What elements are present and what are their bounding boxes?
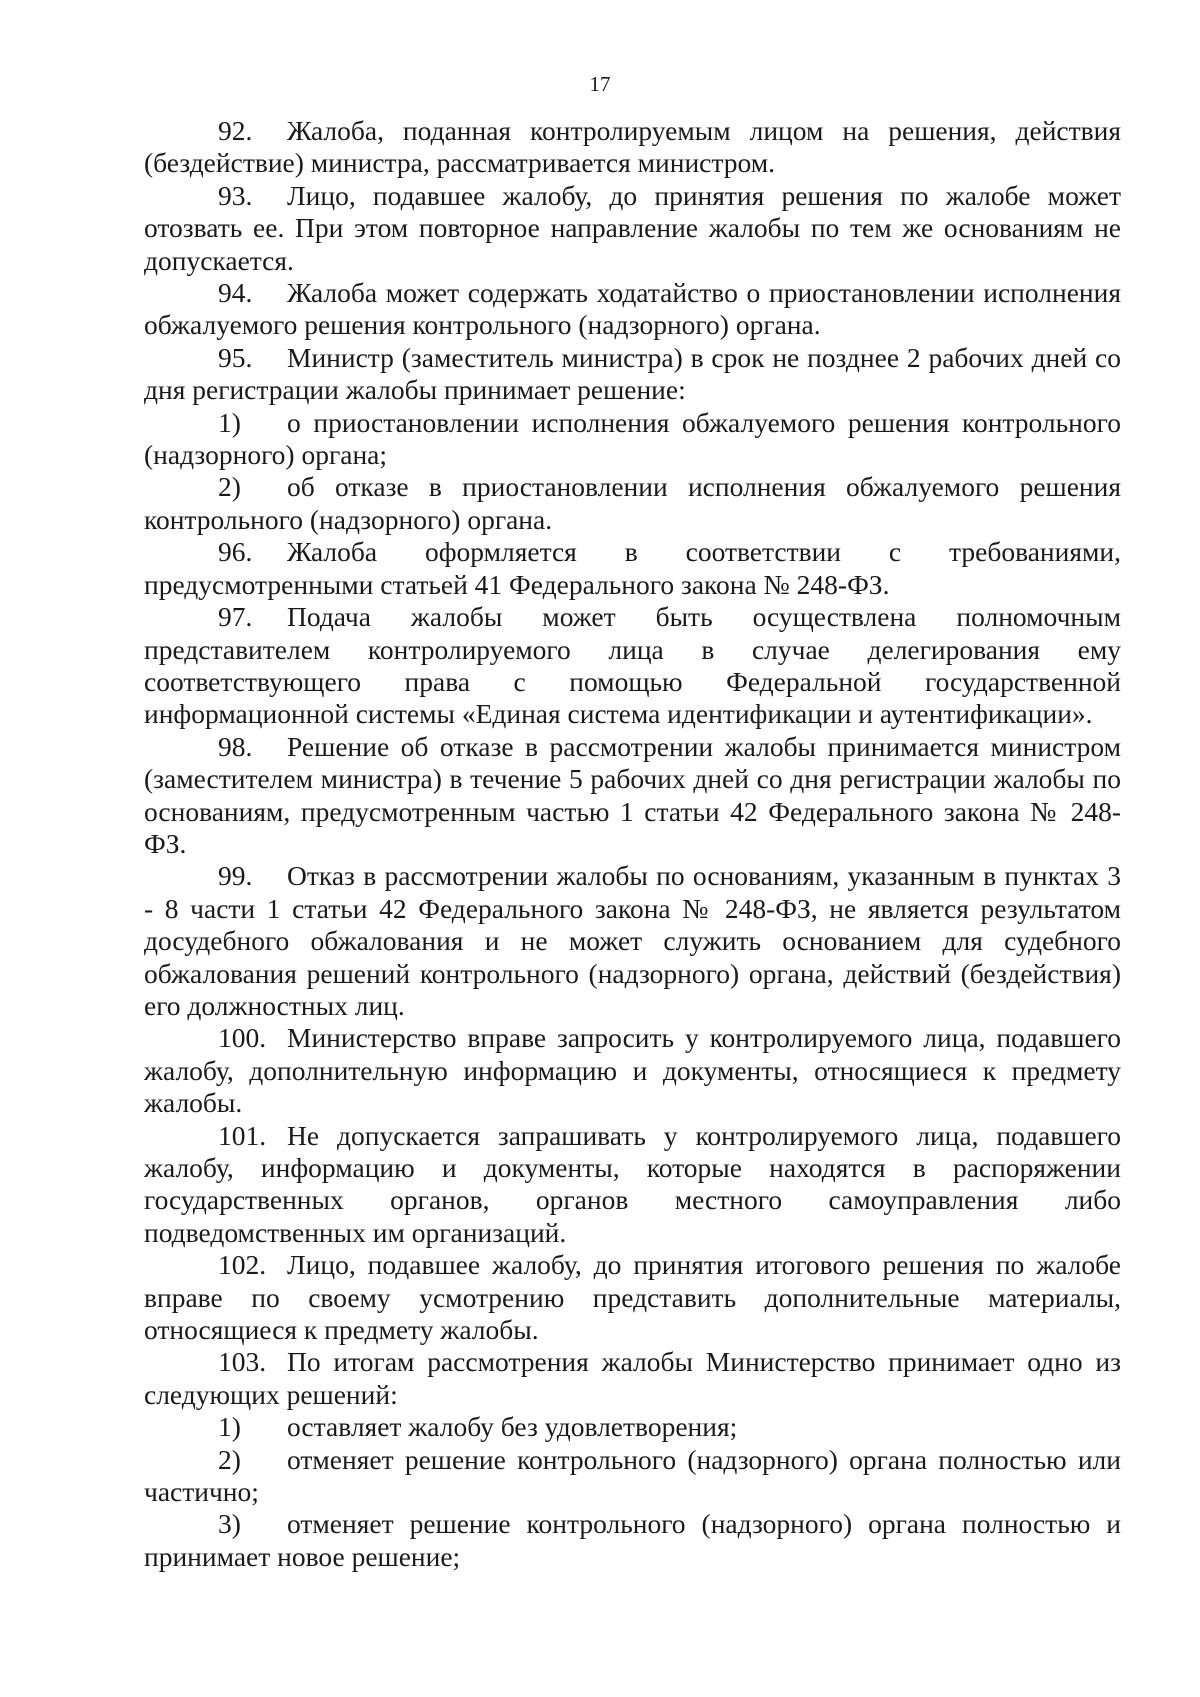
list-item-text: об отказе в приостановлении исполнения обжалуемого решения контрольного (надзорного) органа. xyxy=(144,471,1121,535)
paragraph-number: 97. xyxy=(218,601,253,633)
paragraph-93 xyxy=(144,180,1121,277)
paragraph-94 xyxy=(144,277,1121,342)
list-item-number: 2) xyxy=(218,1443,241,1475)
paragraph-number: 101. xyxy=(218,1119,267,1151)
paragraph-99 xyxy=(144,860,1121,1022)
document-body xyxy=(144,115,1121,1573)
paragraph-number: 100. xyxy=(218,1022,267,1054)
paragraph-number: 98. xyxy=(218,730,253,762)
paragraph-number: 99. xyxy=(218,860,253,892)
paragraph-102 xyxy=(144,1249,1121,1346)
paragraph-95 xyxy=(144,342,1121,407)
list-item-number: 2) xyxy=(218,471,241,503)
paragraph-101 xyxy=(144,1120,1121,1250)
list-item-95-1 xyxy=(144,407,1121,472)
paragraph-96 xyxy=(144,536,1121,601)
list-item-number: 1) xyxy=(218,1411,241,1443)
paragraph-text: Жалоба, поданная контролируемым лицом на решения, действия (бездействие) министра, рассматривается министром. xyxy=(144,115,1121,179)
paragraph-97 xyxy=(144,601,1121,731)
paragraph-98 xyxy=(144,731,1121,861)
list-item-text: отменяет решение контрольного (надзорного) органа полностью или частично; xyxy=(144,1443,1121,1508)
paragraph-number: 93. xyxy=(218,179,253,211)
paragraph-text: Отказ в рассмотрении жалобы по основаниям, указанным в пунктах 3 - 8 части 1 статьи 42 Федерального закона № 248-ФЗ, не является результатом досудебного обжалования и не может служить основанием для судебного обжалования решений контрольного (надзорного) органа, действий (бездействия) его должностных лиц. xyxy=(144,860,1121,1021)
paragraph-number: 95. xyxy=(218,341,253,373)
paragraph-text: Лицо, подавшее жалобу, до принятия итогового решения по жалобе вправе по своему усмотрению представить дополнительные материалы, относящиеся к предмету жалобы. xyxy=(144,1249,1121,1346)
paragraph-text: Жалоба оформляется в соответствии с требованиями, предусмотренными статьей 41 Федерального закона № 248-ФЗ. xyxy=(144,536,1121,600)
list-item-103-3 xyxy=(144,1508,1121,1573)
list-item-95-2 xyxy=(144,471,1121,536)
list-item-text: о приостановлении исполнения обжалуемого решения контрольного (надзорного) органа; xyxy=(144,406,1121,471)
paragraph-103 xyxy=(144,1346,1121,1411)
list-item-number: 3) xyxy=(218,1508,241,1540)
paragraph-92 xyxy=(144,115,1121,180)
paragraph-number: 96. xyxy=(218,536,253,568)
page-number: 17 xyxy=(589,72,611,96)
list-item-number: 1) xyxy=(218,406,241,438)
paragraph-text: Не допускается запрашивать у контролируемого лица, подавшего жалобу, информацию и документы, которые находятся в распоряжении государственных органов, органов местного самоуправления либо подведомственных им организаций. xyxy=(144,1119,1121,1248)
paragraph-number: 103. xyxy=(218,1346,267,1378)
paragraph-text: Подача жалобы может быть осуществлена полномочным представителем контролируемого лица в случае делегирования ему соответствующего права с помощью Федеральной государственной информационной системы «Единая система идентификации и аутентификации». xyxy=(144,601,1121,730)
paragraph-text: По итогам рассмотрения жалобы Министерство принимает одно из следующих решений: xyxy=(144,1346,1121,1410)
list-item-103-1 xyxy=(144,1411,1121,1443)
list-item-103-2 xyxy=(144,1444,1121,1509)
paragraph-100 xyxy=(144,1022,1121,1119)
paragraph-number: 102. xyxy=(218,1249,267,1281)
paragraph-text: Лицо, подавшее жалобу, до принятия решения по жалобе может отозвать ее. При этом повторное направление жалобы по тем же основаниям не допускается. xyxy=(144,179,1121,276)
paragraph-text: Министр (заместитель министра) в срок не позднее 2 рабочих дней со дня регистрации жалобы принимает решение: xyxy=(144,341,1121,406)
list-item-text: оставляет жалобу без удовлетворения; xyxy=(287,1411,738,1443)
paragraph-text: Решение об отказе в рассмотрении жалобы принимается министром (заместителем министра) в течение 5 рабочих дней со дня регистрации жалобы по основаниям, предусмотренным частью 1 статьи 42 Федерального закона № 248-ФЗ. xyxy=(144,730,1121,859)
paragraph-text: Жалоба может содержать ходатайство о приостановлении исполнения обжалуемого решения контрольного (надзорного) органа. xyxy=(144,277,1121,341)
paragraph-text: Министерство вправе запросить у контролируемого лица, подавшего жалобу, дополнительную информацию и документы, относящиеся к предмету жалобы. xyxy=(144,1022,1121,1119)
paragraph-number: 94. xyxy=(218,277,253,309)
paragraph-number: 92. xyxy=(218,115,253,146)
list-item-text: отменяет решение контрольного (надзорного) органа полностью и принимает новое решение; xyxy=(144,1508,1121,1572)
